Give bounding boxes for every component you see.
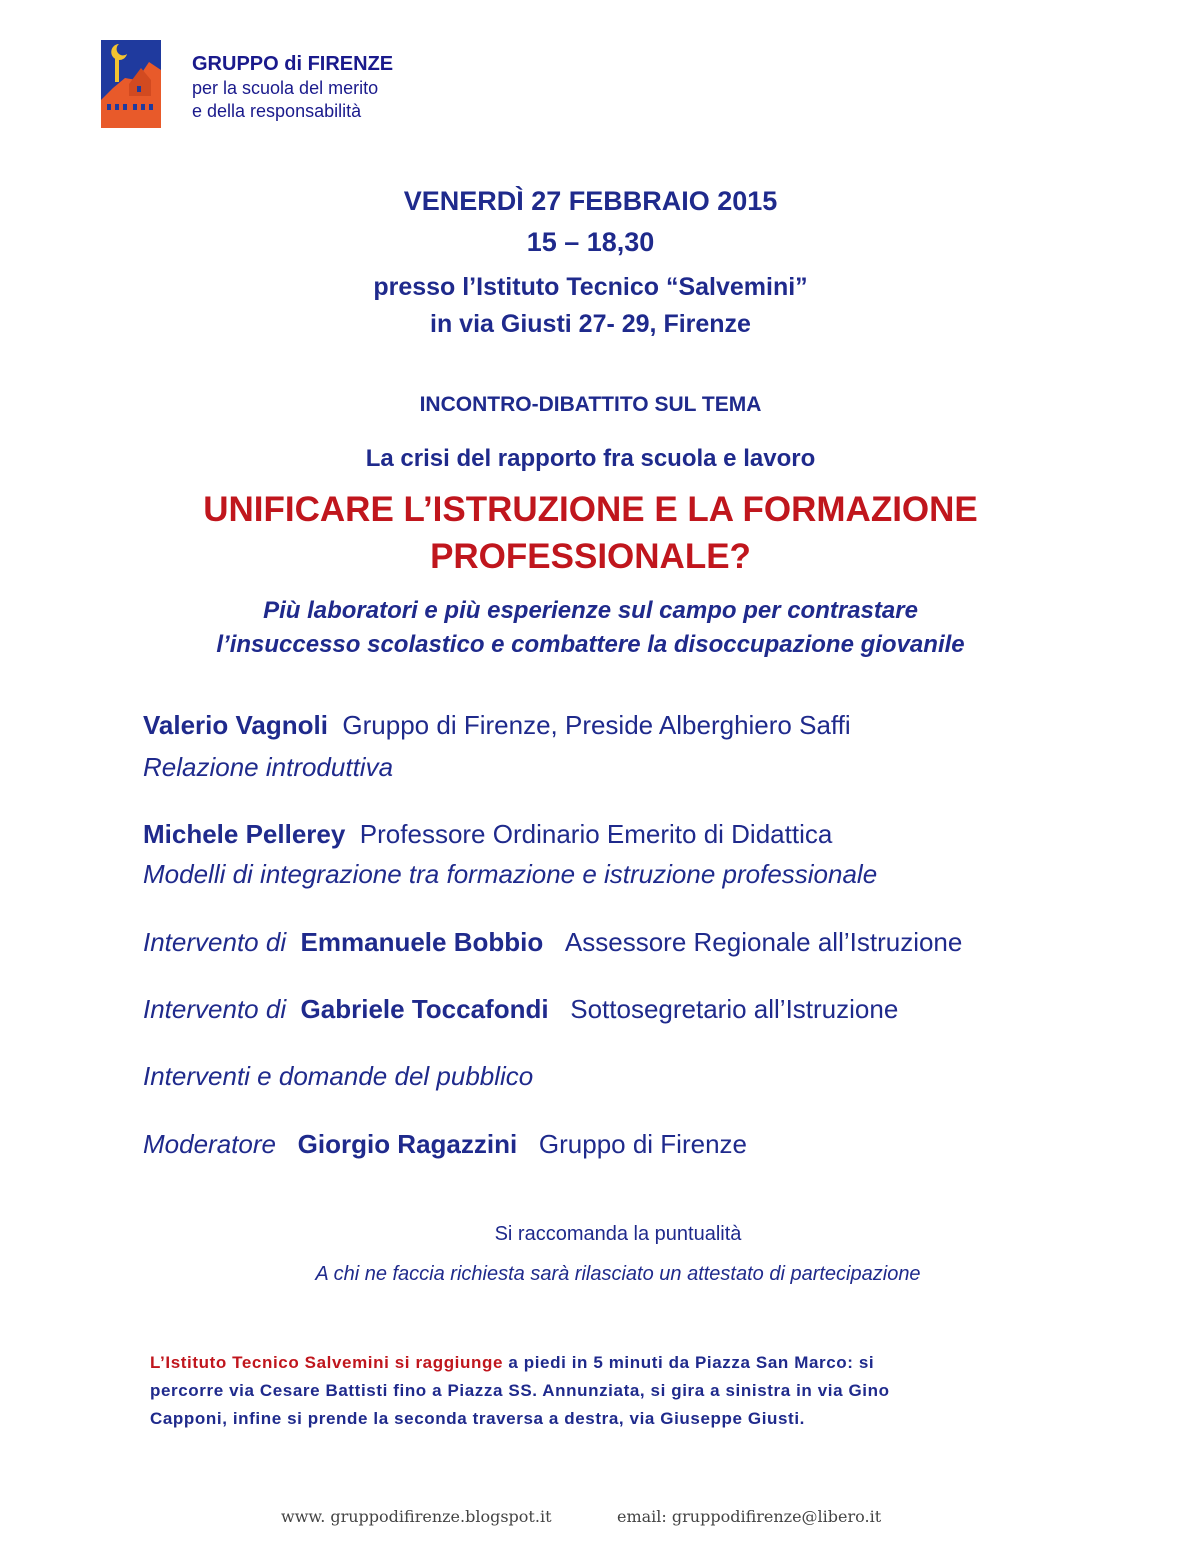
org-name: GRUPPO di FIRENZE: [192, 53, 394, 75]
speaker-name: Michele Pellerey: [143, 819, 346, 849]
event-tagline-line2: l’insuccesso scolastico e combattere la disoccupazione giovanile: [216, 631, 965, 658]
speaker-name: Emmanuele Bobbio: [300, 927, 544, 957]
speaker-name: Gabriele Toccafondi: [300, 994, 549, 1024]
directions-line2: percorre via Cesare Battisti fino a Piazza SS. Annunziata, si gira a sinistra in via Gino: [150, 1381, 890, 1400]
org-tagline-line2: e della responsabilità: [192, 101, 362, 121]
speaker-row: [143, 927, 962, 958]
speaker-role: Gruppo di Firenze, Preside Alberghiero Saffi: [342, 710, 851, 740]
moderator-label: Moderatore: [143, 1129, 276, 1159]
event-address: in via Giusti 27- 29, Firenze: [430, 310, 751, 338]
moderator-row: [143, 1129, 747, 1160]
directions-line1-rest: a piedi in 5 minuti da Piazza San Marco: si: [503, 1353, 875, 1372]
speaker-prefix: Intervento di: [143, 927, 287, 957]
punctuality-note: Si raccomanda la puntualità: [494, 1223, 742, 1245]
certificate-note: A chi ne faccia richiesta sarà rilasciato un attestato di partecipazione: [315, 1263, 921, 1285]
speaker-role: Sottosegretario all’Istruzione: [570, 994, 899, 1024]
moderator-role: Gruppo di Firenze: [538, 1129, 747, 1159]
speaker-talk: Relazione introduttiva: [143, 752, 394, 782]
directions: [150, 1349, 1050, 1433]
speaker-name: Valerio Vagnoli: [143, 710, 328, 740]
group-logo: [101, 40, 161, 128]
directions-line3: Capponi, infine si prende la seconda traversa a destra, via Giuseppe Giusti.: [150, 1409, 805, 1428]
event-time: 15 – 18,30: [526, 227, 655, 257]
speaker-prefix: Intervento di: [143, 994, 287, 1024]
org-tagline-line1: per la scuola del merito: [192, 78, 379, 98]
speaker-row: [143, 994, 898, 1025]
speaker-row: [143, 819, 832, 850]
event-date: VENERDÌ 27 FEBBRAIO 2015: [403, 186, 778, 216]
directions-line1: [150, 1349, 1050, 1377]
event-subtitle: La crisi del rapporto fra scuola e lavoro: [365, 445, 816, 472]
speaker-role: Professore Ordinario Emerito di Didattica: [359, 819, 833, 849]
speaker-row: [143, 710, 851, 741]
event-title-line1: UNIFICARE L’ISTRUZIONE E LA FORMAZIONE: [203, 490, 978, 529]
speaker-talk: Modelli di integrazione tra formazione e istruzione professionale: [143, 859, 878, 889]
public-interventions: Interventi e domande del pubblico: [143, 1061, 534, 1091]
event-title-line2: PROFESSIONALE?: [430, 537, 751, 576]
speaker-role: Assessore Regionale all’Istruzione: [564, 927, 963, 957]
email-link[interactable]: email: gruppodifirenze@libero.it: [617, 1507, 882, 1526]
directions-highlight: L’Istituto Tecnico Salvemini si raggiunge: [150, 1353, 504, 1372]
event-venue: presso l’Istituto Tecnico “Salvemini”: [373, 273, 808, 301]
event-kind: INCONTRO-DIBATTITO SUL TEMA: [419, 393, 762, 416]
event-tagline-line1: Più laboratori e più esperienze sul campo per contrastare: [263, 597, 918, 624]
moderator-name: Giorgio Ragazzini: [297, 1129, 518, 1159]
website-link[interactable]: www. gruppodifirenze.blogspot.it: [281, 1507, 552, 1526]
